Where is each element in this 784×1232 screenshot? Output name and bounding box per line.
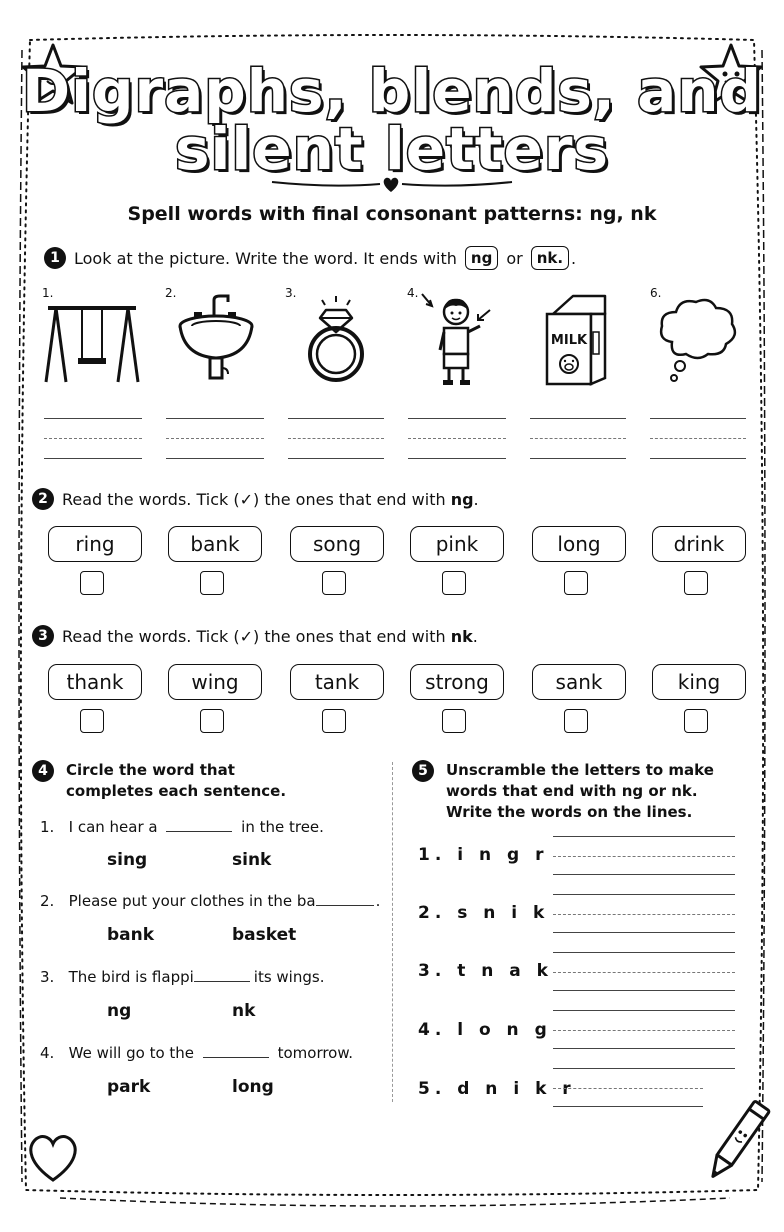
answer-line[interactable] <box>553 1010 735 1011</box>
word-card: ring <box>48 526 142 562</box>
sentence-item <box>40 818 324 836</box>
word-choice[interactable]: long <box>232 1077 274 1097</box>
swing-icon <box>42 300 142 386</box>
thought-cloud-icon <box>654 296 740 386</box>
word-choice[interactable]: basket <box>232 925 297 945</box>
ending-nk-box: nk. <box>531 246 569 270</box>
section4-title <box>66 760 286 802</box>
ring-icon <box>300 294 372 384</box>
section5-title <box>446 760 714 823</box>
item-number: 5. <box>418 1079 447 1099</box>
tick-checkbox[interactable] <box>80 709 104 733</box>
word-card: drink <box>652 526 746 562</box>
writing-midline <box>288 438 384 439</box>
period-text: . <box>571 248 577 268</box>
word-choice[interactable]: bank <box>107 925 155 945</box>
blank-line[interactable] <box>166 831 232 832</box>
tick-checkbox[interactable] <box>200 709 224 733</box>
writing-line[interactable] <box>166 458 264 459</box>
word-choice[interactable]: ng <box>107 1001 132 1021</box>
writing-midline <box>650 438 746 439</box>
period-text: . <box>472 626 478 646</box>
writing-line[interactable] <box>44 458 142 459</box>
tick-checkbox[interactable] <box>322 709 346 733</box>
picture-label: 3. <box>285 286 297 300</box>
section-number-badge: 2 <box>32 488 54 510</box>
answer-midline <box>553 856 735 857</box>
word-card: song <box>290 526 384 562</box>
tick-checkbox[interactable] <box>80 571 104 595</box>
word-card: king <box>652 664 746 700</box>
writing-midline <box>166 438 264 439</box>
milk-carton-icon <box>543 292 613 388</box>
section-number-badge: 5 <box>412 760 434 782</box>
sentence-item <box>40 1044 353 1062</box>
word-card: pink <box>410 526 504 562</box>
item-number: 1. <box>418 845 447 865</box>
item-number: 2. <box>40 892 55 910</box>
picture-label: 1. <box>42 286 54 300</box>
item-number: 4. <box>418 1020 447 1040</box>
writing-line[interactable] <box>408 458 506 459</box>
answer-line[interactable] <box>553 874 735 875</box>
section1-instruction <box>44 246 576 270</box>
answer-midline <box>553 972 735 973</box>
sentence-before: The bird is flappi <box>68 968 194 986</box>
answer-line[interactable] <box>553 932 735 933</box>
word-card: tank <box>290 664 384 700</box>
tick-checkbox[interactable] <box>322 571 346 595</box>
section-number-badge: 3 <box>32 625 54 647</box>
word-choice[interactable]: sink <box>232 850 272 870</box>
writing-line[interactable] <box>288 458 384 459</box>
answer-line[interactable] <box>553 990 735 991</box>
milk-label: MILK <box>550 333 588 348</box>
worksheet-title-line1: Digraphs, blends, and <box>21 57 763 125</box>
picture-label: 4. <box>407 286 419 300</box>
tick-checkbox[interactable] <box>442 571 466 595</box>
picture-label: 6. <box>650 286 662 300</box>
heart-icon <box>22 1128 84 1186</box>
section3-text: Read the words. Tick (✓) the ones that end with <box>62 626 446 646</box>
sentence-before: Please put your clothes in the ba <box>68 892 316 910</box>
blank-line[interactable] <box>316 905 374 906</box>
item-number: 3. <box>40 968 55 986</box>
column-divider <box>392 762 393 1102</box>
answer-line[interactable] <box>553 894 735 895</box>
picture-label: 2. <box>165 286 177 300</box>
section5-title-line3: Write the words on the lines. <box>446 803 693 821</box>
item-number: 2. <box>418 903 447 923</box>
answer-line[interactable] <box>553 1068 735 1069</box>
sentence-after: tomorrow. <box>277 1044 354 1062</box>
word-choice[interactable]: sing <box>107 850 148 870</box>
word-card: bank <box>168 526 262 562</box>
tick-checkbox[interactable] <box>200 571 224 595</box>
writing-line[interactable] <box>650 458 746 459</box>
sentence-after: in the tree. <box>241 818 324 836</box>
period-text: . <box>473 489 479 509</box>
scramble-item <box>418 845 548 865</box>
answer-line[interactable] <box>553 1106 703 1107</box>
boy-pointing-icon <box>416 290 496 388</box>
section4-title-line2: completes each sentence. <box>66 782 287 800</box>
tick-checkbox[interactable] <box>684 571 708 595</box>
section2-instruction <box>32 488 479 510</box>
section-number-badge: 4 <box>32 760 54 782</box>
item-number: 4. <box>40 1044 55 1062</box>
worksheet-subtitle: Spell words with final consonant patterns: ng, nk <box>127 203 657 225</box>
writing-midline <box>530 438 626 439</box>
tick-checkbox[interactable] <box>564 709 588 733</box>
writing-line[interactable] <box>288 418 384 419</box>
writing-line[interactable] <box>530 418 626 419</box>
writing-line[interactable] <box>530 458 626 459</box>
blank-line[interactable] <box>203 1057 269 1058</box>
word-card: strong <box>410 664 504 700</box>
tick-checkbox[interactable] <box>564 571 588 595</box>
scramble-item <box>418 1079 576 1099</box>
writing-line[interactable] <box>44 418 142 419</box>
section-number-badge: 1 <box>44 247 66 269</box>
section2-text: Read the words. Tick (✓) the ones that end with <box>62 489 446 509</box>
section4-title-line1: Circle the word that <box>66 761 235 779</box>
scrambled-letters: s n i k <box>457 903 550 923</box>
sentence-after: . <box>375 892 381 910</box>
scramble-item <box>418 903 549 923</box>
answer-line[interactable] <box>553 952 735 953</box>
word-card: sank <box>532 664 626 700</box>
sentence-item <box>40 892 380 910</box>
word-card: wing <box>168 664 262 700</box>
answer-midline <box>553 914 735 915</box>
sentence-item <box>40 968 324 986</box>
or-text: or <box>506 248 523 268</box>
tick-checkbox[interactable] <box>442 709 466 733</box>
worksheet-title-line2: silent letters <box>175 115 609 183</box>
word-card: long <box>532 526 626 562</box>
writing-line[interactable] <box>408 418 506 419</box>
sentence-after: its wings. <box>253 968 325 986</box>
writing-line[interactable] <box>650 418 746 419</box>
answer-midline <box>553 1088 703 1089</box>
pencil-icon <box>700 1092 774 1192</box>
scrambled-letters: t n a k <box>457 961 553 981</box>
section1-text: Look at the picture. Write the word. It ends with <box>74 248 457 268</box>
sentence-before: I can hear a <box>68 818 158 836</box>
answer-midline <box>553 1030 735 1031</box>
word-card: thank <box>48 664 142 700</box>
word-choice[interactable]: park <box>107 1077 151 1097</box>
scramble-item <box>418 961 553 981</box>
writing-midline <box>44 438 142 439</box>
scramble-item <box>418 1020 552 1040</box>
word-choice[interactable]: nk <box>232 1001 256 1021</box>
sentence-before: We will go to the <box>68 1044 195 1062</box>
sink-icon <box>176 294 256 386</box>
item-number: 3. <box>418 961 447 981</box>
writing-line[interactable] <box>166 418 264 419</box>
section2-ending: ng <box>450 489 474 509</box>
scrambled-letters: l o n g <box>457 1020 552 1040</box>
section3-ending: nk <box>450 626 473 646</box>
section3-instruction <box>32 625 478 647</box>
item-number: 1. <box>40 818 55 836</box>
tick-checkbox[interactable] <box>684 709 708 733</box>
ending-ng-box: ng <box>465 246 498 270</box>
section5-title-line2: words that end with ng or nk. <box>446 782 698 800</box>
writing-midline <box>408 438 506 439</box>
section5-title-line1: Unscramble the letters to make <box>446 761 714 779</box>
answer-line[interactable] <box>553 1048 735 1049</box>
scrambled-letters: d n i k r <box>457 1079 576 1099</box>
answer-line[interactable] <box>553 836 735 837</box>
blank-line[interactable] <box>194 981 250 982</box>
scrambled-letters: i n g r <box>457 845 549 865</box>
